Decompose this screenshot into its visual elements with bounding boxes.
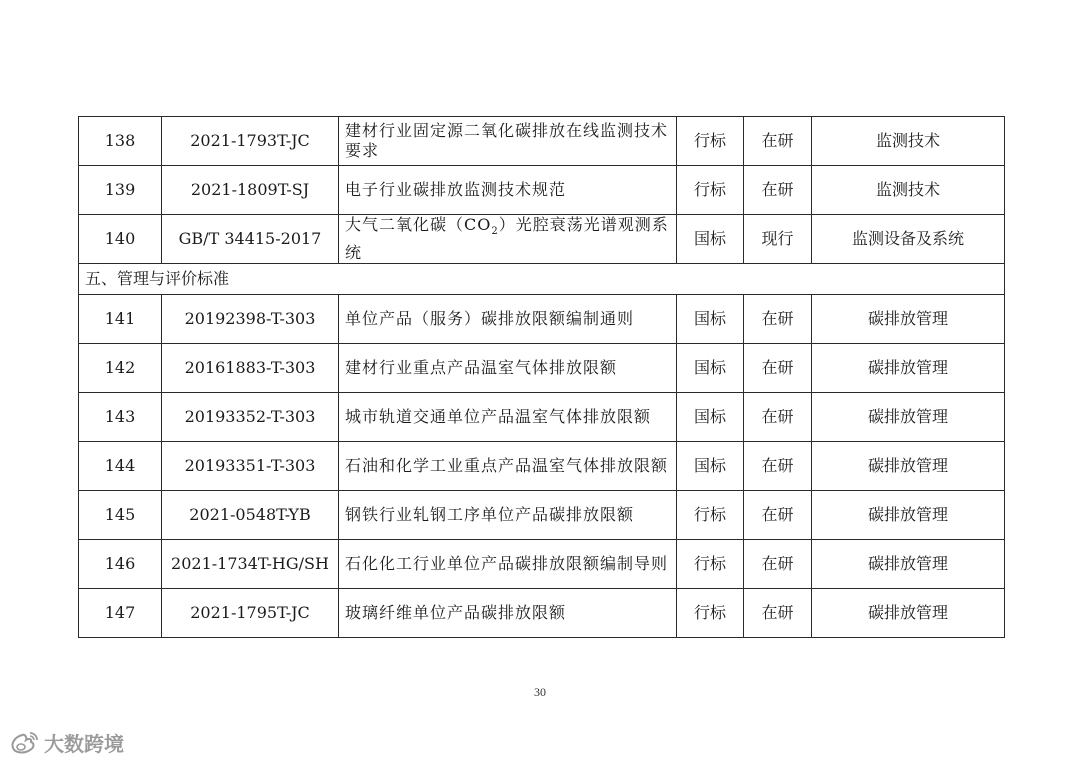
cell-standard-type: 国标 — [677, 215, 744, 264]
cell-number: 143 — [79, 393, 162, 442]
cell-standard-code: 20193351-T-303 — [162, 442, 339, 491]
cell-number: 145 — [79, 491, 162, 540]
cell-status: 在研 — [744, 540, 812, 589]
cell-standard-name: 玻璃纤维单位产品碳排放限额 — [339, 589, 677, 638]
cell-category: 监测设备及系统 — [812, 215, 1005, 264]
standards-table — [78, 116, 1005, 638]
table-row — [79, 589, 1005, 638]
cell-category: 碳排放管理 — [812, 344, 1005, 393]
table-row — [79, 344, 1005, 393]
table-row — [79, 117, 1005, 166]
table-row — [79, 295, 1005, 344]
section-title: 五、管理与评价标准 — [79, 264, 1005, 295]
cell-category: 碳排放管理 — [812, 491, 1005, 540]
cell-number: 139 — [79, 166, 162, 215]
table-row — [79, 166, 1005, 215]
table-row — [79, 491, 1005, 540]
cell-status: 在研 — [744, 589, 812, 638]
cell-standard-name: 城市轨道交通单位产品温室气体排放限额 — [339, 393, 677, 442]
cell-standard-code: 2021-1795T-JC — [162, 589, 339, 638]
name-text-pre: 大气二氧化碳（CO — [345, 215, 492, 235]
cell-standard-code: 2021-1734T-HG/SH — [162, 540, 339, 589]
cell-number: 140 — [79, 215, 162, 264]
cell-standard-code: 2021-0548T-YB — [162, 491, 339, 540]
cell-standard-type: 行标 — [677, 540, 744, 589]
table-row — [79, 540, 1005, 589]
cell-standard-name: 钢铁行业轧钢工序单位产品碳排放限额 — [339, 491, 677, 540]
cell-number: 142 — [79, 344, 162, 393]
cell-standard-type: 国标 — [677, 393, 744, 442]
cell-standard-code: 20192398-T-303 — [162, 295, 339, 344]
cell-standard-type: 国标 — [677, 344, 744, 393]
cell-standard-code: 2021-1809T-SJ — [162, 166, 339, 215]
cell-status: 现行 — [744, 215, 812, 264]
cell-category: 监测技术 — [812, 117, 1005, 166]
cell-standard-name: 建材行业固定源二氧化碳排放在线监测技术要求 — [339, 117, 677, 166]
cell-standard-name: 建材行业重点产品温室气体排放限额 — [339, 344, 677, 393]
cell-standard-code: 20193352-T-303 — [162, 393, 339, 442]
cell-status: 在研 — [744, 442, 812, 491]
table-row — [79, 442, 1005, 491]
cell-standard-name: 石化化工行业单位产品碳排放限额编制导则 — [339, 540, 677, 589]
weibo-icon — [10, 731, 40, 755]
cell-standard-type: 行标 — [677, 491, 744, 540]
cell-standard-code: 2021-1793T-JC — [162, 117, 339, 166]
cell-number: 144 — [79, 442, 162, 491]
cell-standard-code: 20161883-T-303 — [162, 344, 339, 393]
cell-category: 碳排放管理 — [812, 393, 1005, 442]
name-subscript: 2 — [491, 226, 499, 238]
cell-category: 碳排放管理 — [812, 442, 1005, 491]
section-header-row — [79, 264, 1005, 295]
watermark — [10, 728, 124, 757]
watermark-text: 大数跨境 — [44, 732, 124, 756]
cell-standard-name: 石油和化学工业重点产品温室气体排放限额 — [339, 442, 677, 491]
table-row — [79, 393, 1005, 442]
table-row — [79, 215, 1005, 264]
cell-standard-code: GB/T 34415-2017 — [162, 215, 339, 264]
cell-category: 监测技术 — [812, 166, 1005, 215]
cell-category: 碳排放管理 — [812, 540, 1005, 589]
cell-status: 在研 — [744, 344, 812, 393]
cell-status: 在研 — [744, 117, 812, 166]
cell-standard-name: 电子行业碳排放监测技术规范 — [339, 166, 677, 215]
cell-standard-type: 国标 — [677, 295, 744, 344]
cell-standard-type: 行标 — [677, 166, 744, 215]
cell-status: 在研 — [744, 491, 812, 540]
cell-standard-type: 国标 — [677, 442, 744, 491]
cell-status: 在研 — [744, 393, 812, 442]
cell-status: 在研 — [744, 166, 812, 215]
cell-number: 147 — [79, 589, 162, 638]
cell-number: 141 — [79, 295, 162, 344]
table-body — [79, 117, 1005, 638]
cell-category: 碳排放管理 — [812, 295, 1005, 344]
cell-status: 在研 — [744, 295, 812, 344]
cell-category: 碳排放管理 — [812, 589, 1005, 638]
cell-number: 138 — [79, 117, 162, 166]
cell-standard-name — [339, 215, 677, 264]
name-text-post: ）光腔衰荡光谱观测系统 — [345, 215, 669, 262]
cell-standard-type: 行标 — [677, 589, 744, 638]
cell-standard-type: 行标 — [677, 117, 744, 166]
cell-number: 146 — [79, 540, 162, 589]
cell-standard-name: 单位产品（服务）碳排放限额编制通则 — [339, 295, 677, 344]
page-number: 30 — [534, 685, 546, 699]
